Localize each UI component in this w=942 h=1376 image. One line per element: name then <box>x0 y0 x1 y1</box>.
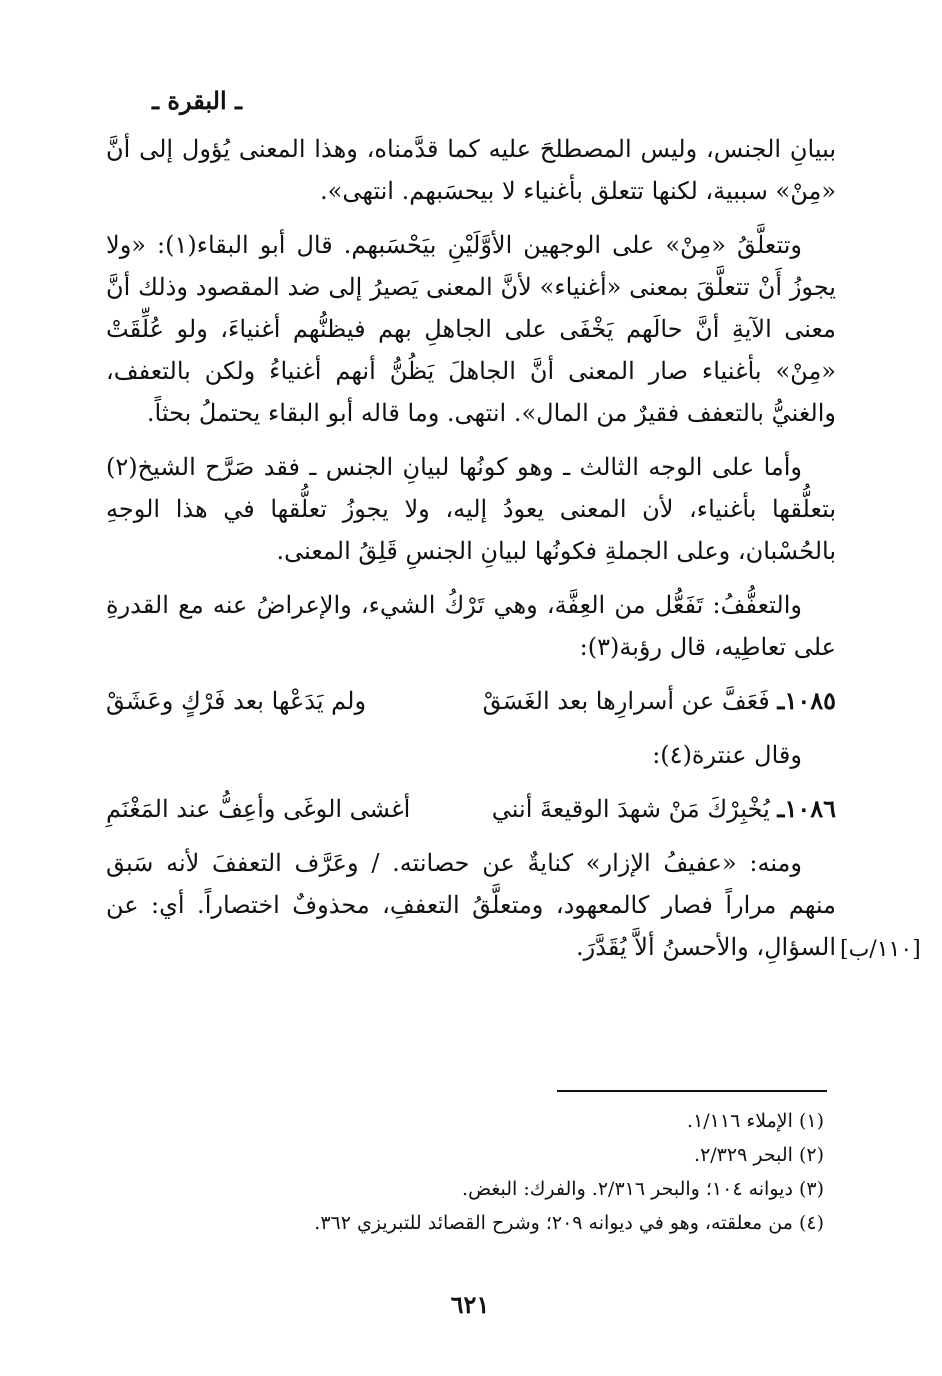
footnote-2: (٢) البحر ٢/٣٢٩. <box>694 1144 824 1166</box>
verse-1085-first-text: فَعَفَّ عن أسرارِها بعد الغَسَقْ <box>482 687 770 715</box>
verse-1086-first-text: يُخْبِرْكَ مَنْ شهدَ الوقيعةَ أنني <box>491 795 770 823</box>
paragraph-4: والتعفُّفُ: تَفَعُّل من العِفَّة، وهي تَرْكُ الشيء، والإعراضُ عنه مع القدرةِ على تعاطِيه، قال رؤبة(٣): <box>106 591 836 661</box>
running-head: ـ البقرة ـ <box>152 86 242 115</box>
verse-1085-number: ١٠٨٥ـ <box>777 686 836 715</box>
verse-1086 <box>106 788 836 830</box>
paragraph-3: وأما على الوجه الثالث ـ وهو كونُها لبيانِ الجنس ـ فقد صَرَّح الشيخ(٢) بتعلُّقها بأغنياء، لأن المعنى يعودُ إليه، ولا يجوزُ تعلُّقها في هذا الوجهِ بالحُسْبان، وعلى الجملةِ فكونُها لبيانِ الجنسِ قَلِقُ المعنى. <box>106 453 836 565</box>
verse-1086-first-hemistich <box>492 788 836 830</box>
footnote-1: (١) الإملاء ١/١١٦. <box>687 1110 824 1132</box>
verse-1085-first-hemistich <box>483 680 836 722</box>
footnote-4: (٤) من معلقته، وهو في ديوانه ٢٠٩؛ وشرح القصائد للتبريزي ٣٦٢. <box>314 1212 824 1234</box>
verse-1085-second-hemistich: ولم يَدَعْها بعد فَرْكٍ وعَشَقْ <box>106 687 367 715</box>
footnotes <box>124 1104 824 1240</box>
verse-1085 <box>106 680 836 722</box>
verse-2-intro: وقال عنترة(٤): <box>652 741 802 769</box>
footnote-divider <box>557 1090 827 1092</box>
manuscript-folio-marker: [١١٠/ب] <box>840 937 921 962</box>
verse-1086-second-hemistich: أغشى الوغَى وأعِفُّ عند المَغْنَمِ <box>106 795 411 823</box>
main-text <box>106 128 836 980</box>
paragraph-last: ومنه: «عفيفُ الإزار» كنايةٌ عن حصانته. / وعَرَّف التعففَ لأنه سَبق منهم مراراً فصار كالمعهود، ومتعلَّقُ التعففِ، محذوفٌ اختصاراً. أي: عن السؤالِ، والأحسنُ ألاَّ يُقَدَّرَ. <box>106 849 836 961</box>
paragraph-2: وتتعلَّقُ «مِنْ» على الوجهين الأوَّلَيْنِ بيَحْسَبهم. قال أبو البقاء(١): «ولا يجوزُ أَنْ تتعلَّقَ بمعنى «أغنياء» لأنَّ المعنى يَصيرُ إلى ضد المقصود وذلك أنَّ معنى الآيةِ أنَّ حالَهم يَخْفَى على الجاهلِ بهم فيظنُّهم أغنياءَ، ولو عُلِّقَتْ «مِنْ» بأغنياء صار المعنى أنَّ الجاهلَ يَظُنُّ أنهم أغنياءُ ولكن بالتعفف، والغنيُّ بالتعفف فقيرٌ من المال». انتهى. وما قاله أبو البقاء يحتملُ بحثاً. <box>106 231 836 427</box>
paragraph-1: ببيانِ الجنس، وليس المصطلحَ عليه كما قدَّمناه، وهذا المعنى يُؤول إلى أنَّ «مِنْ» سببية، لكنها تتعلق بأغنياء لا بيحسَبهم. انتهى». <box>106 135 836 205</box>
verse-1086-number: ١٠٨٦ـ <box>777 794 836 823</box>
footnote-3: (٣) ديوانه ١٠٤؛ والبحر ٢/٣١٦. والفرك: البغض. <box>462 1178 824 1200</box>
page-number: ٦٢١ <box>450 1290 490 1319</box>
